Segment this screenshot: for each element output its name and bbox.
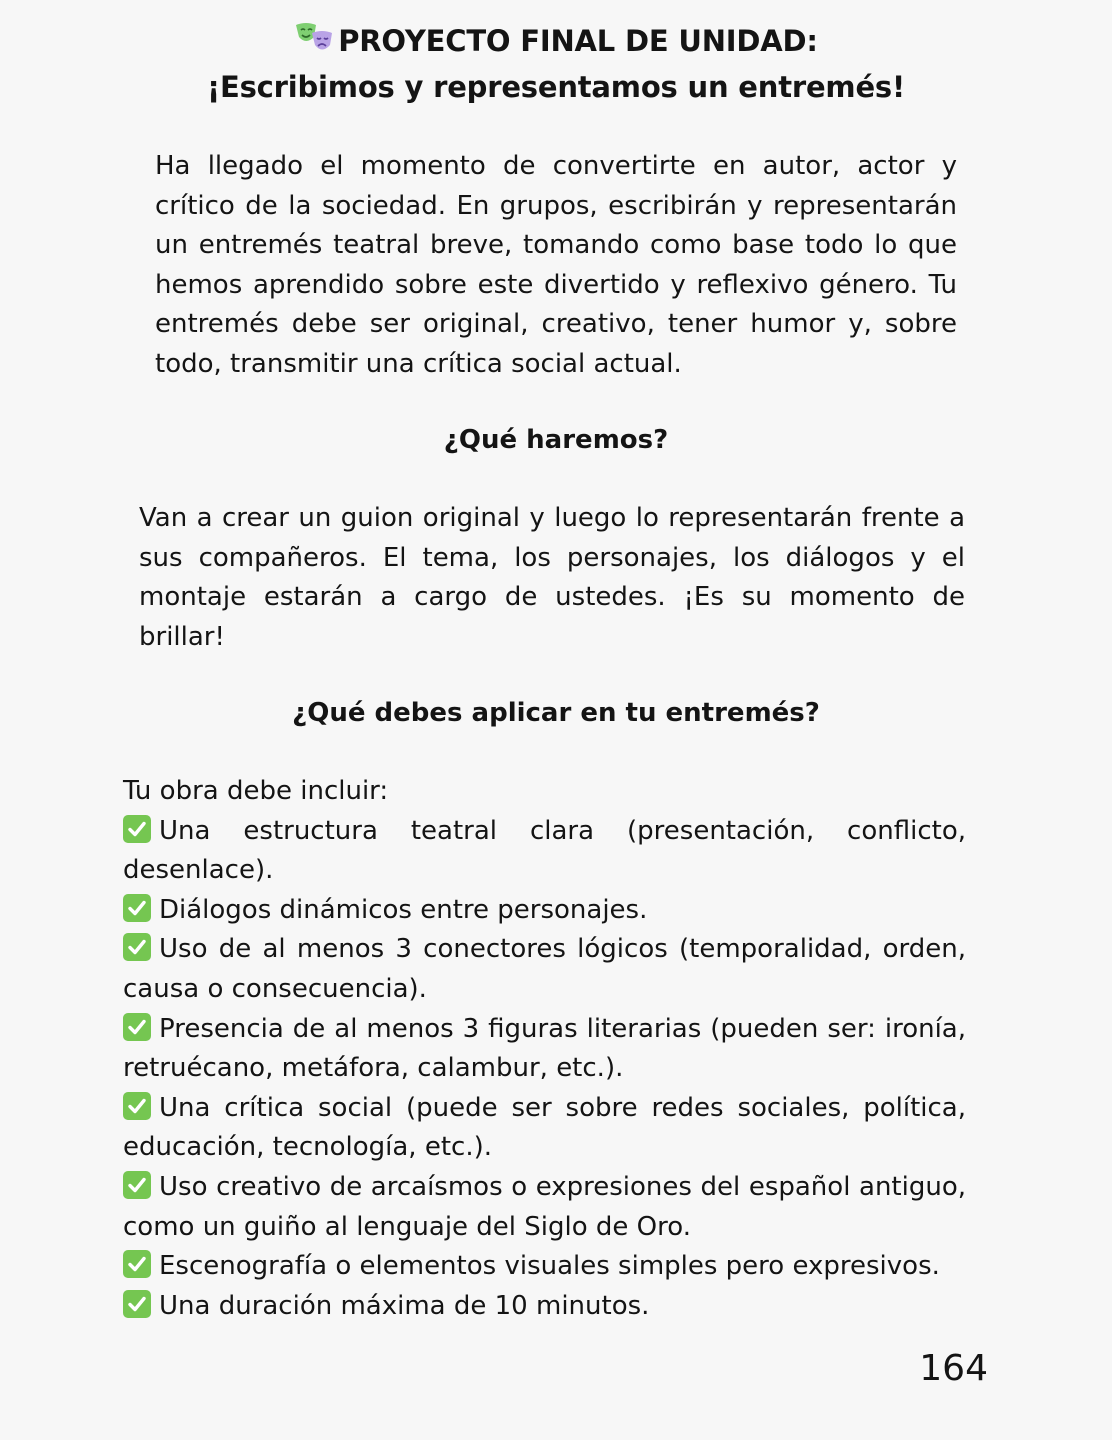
list-item-text: Uso creativo de arcaísmos o expresiones del español antiguo, como un guiño al lenguaje del Siglo de Oro. (123, 1171, 966, 1242)
list-item-text: Diálogos dinámicos entre personajes. (159, 894, 648, 925)
list-item-text: Una estructura teatral clara (presentación, conflicto, desenlace). (123, 815, 966, 886)
list-item-text: Una crítica social (puede ser sobre redes sociales, política, educación, tecnología, etc.). (123, 1092, 966, 1163)
page-title (0, 18, 1112, 110)
list-item (123, 1247, 966, 1287)
requirements-intro: Tu obra debe incluir: (123, 776, 389, 806)
list-item (123, 891, 966, 931)
list-item (123, 1010, 966, 1089)
check-mark-icon (123, 1171, 151, 1199)
list-item (123, 812, 966, 891)
intro-paragraph: Ha llegado el momento de convertirte en autor, actor y crítico de la sociedad. En grupos, escribirán y representarán un entremés teatral breve, tomando como base todo lo que hemos aprendido sobre este divertido y reflexivo género. Tu entremés debe ser original, creativo, tener humor y, sobre todo, transmitir una crítica social actual. (155, 151, 957, 379)
check-mark-icon (123, 1290, 151, 1318)
check-mark-icon (123, 1092, 151, 1120)
list-item-text: Uso de al menos 3 conectores lógicos (temporalidad, orden, causa o consecuencia). (123, 934, 966, 1004)
list-item (123, 1287, 966, 1327)
list-item (123, 1089, 966, 1168)
theater-masks-icon (294, 21, 334, 57)
check-mark-icon (123, 1013, 151, 1041)
section-body-que-haremos: Van a crear un guion original y luego lo representarán frente a sus compañeros. El tema, los personajes, los diálogos y el montaje estarán a cargo de ustedes. ¡Es su momento de brillar! (139, 503, 965, 652)
section-heading-que-haremos: ¿Qué haremos? (443, 425, 669, 455)
title-line-1 (0, 18, 1112, 64)
list-item-text: Escenografía o elementos visuales simples pero expresivos. (159, 1251, 940, 1282)
list-item-text: Una duración máxima de 10 minutos. (159, 1290, 650, 1321)
check-mark-icon (123, 1250, 151, 1278)
title-text-1: PROYECTO FINAL DE UNIDAD: (338, 24, 818, 58)
list-item (123, 1168, 966, 1247)
check-mark-icon (123, 815, 151, 843)
title-line-2: ¡Escribimos y representamos un entremés! (206, 70, 906, 104)
page-number: 164 (919, 1348, 988, 1389)
list-item (123, 930, 966, 1009)
requirements-list (123, 812, 966, 1327)
section-heading-que-aplicar: ¿Qué debes aplicar en tu entremés? (292, 698, 820, 728)
check-mark-icon (123, 894, 151, 922)
list-item-text: Presencia de al menos 3 figuras literarias (pueden ser: ironía, retruécano, metáfora, calambur, etc.). (123, 1013, 966, 1084)
check-mark-icon (123, 933, 151, 961)
requirements-block (123, 772, 966, 1326)
